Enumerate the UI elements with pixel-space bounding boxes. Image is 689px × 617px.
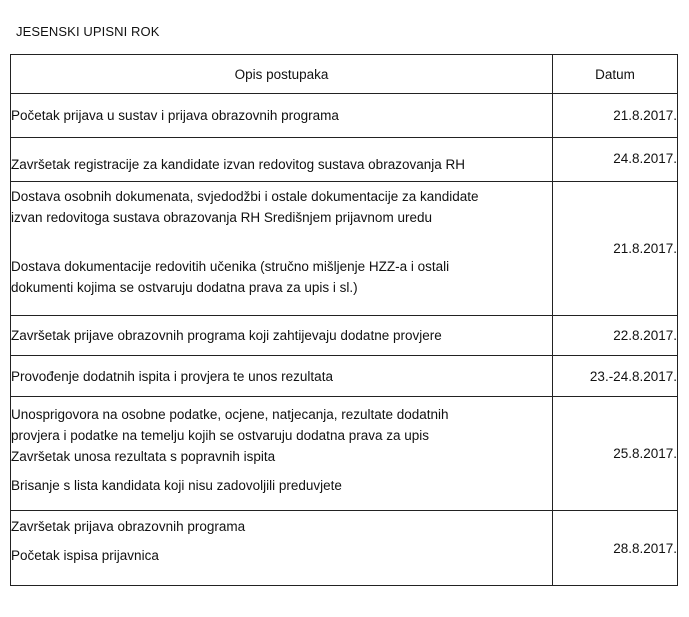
description-line: dokumenti kojima se ostvaruju dodatna prava za upis i sl.) bbox=[11, 280, 358, 295]
description-line: Završetak prijava obrazovnih programa bbox=[11, 519, 246, 534]
row-description bbox=[11, 316, 553, 356]
row-date: 21.8.2017. bbox=[553, 182, 678, 316]
table-row bbox=[11, 182, 678, 316]
description-line: Brisanje s lista kandidata koji nisu zadovoljili preduvjete bbox=[11, 478, 342, 493]
row-description bbox=[11, 138, 553, 182]
row-date: 28.8.2017. bbox=[553, 511, 678, 586]
table-header-row bbox=[11, 55, 678, 94]
description-line: izvan redovitoga sustava obrazovanja RH Središnjem prijavnom uredu bbox=[11, 210, 432, 225]
page-heading: JESENSKI UPISNI ROK bbox=[16, 24, 160, 39]
row-date: 25.8.2017. bbox=[553, 397, 678, 511]
description-line: Završetak prijave obrazovnih programa koji zahtijevaju dodatne provjere bbox=[11, 328, 442, 343]
row-description bbox=[11, 94, 553, 138]
row-description bbox=[11, 182, 553, 316]
row-date: 21.8.2017. bbox=[553, 94, 678, 138]
description-line: Početak ispisa prijavnica bbox=[11, 548, 159, 563]
table-row bbox=[11, 397, 678, 511]
table-row bbox=[11, 316, 678, 356]
column-header-date: Datum bbox=[553, 55, 678, 94]
row-description bbox=[11, 356, 553, 397]
description-line: Unosprigovora na osobne podatke, ocjene, natjecanja, rezultate dodatnih bbox=[11, 407, 449, 422]
table-row bbox=[11, 138, 678, 182]
description-line: Provođenje dodatnih ispita i provjera te unos rezultata bbox=[11, 368, 333, 384]
description-line: Početak prijava u sustav i prijava obrazovnih programa bbox=[11, 108, 339, 123]
description-line: provjera i podatke na temelju kojih se ostvaruju dodatna prava za upis bbox=[11, 428, 429, 443]
row-date: 23.-24.8.2017. bbox=[553, 356, 678, 397]
table-row bbox=[11, 511, 678, 586]
row-date: 22.8.2017. bbox=[553, 316, 678, 356]
row-description bbox=[11, 511, 553, 586]
table-row bbox=[11, 94, 678, 138]
enrollment-schedule-table bbox=[10, 54, 678, 586]
column-header-description: Opis postupaka bbox=[11, 55, 553, 94]
description-line: Dostava dokumentacije redovitih učenika (stručno mišljenje HZZ-a i ostali bbox=[11, 259, 450, 274]
description-line: Završetak unosa rezultata s popravnih ispita bbox=[11, 449, 276, 464]
row-description bbox=[11, 397, 553, 511]
table-row bbox=[11, 356, 678, 397]
paragraph-gap bbox=[11, 537, 552, 545]
row-date: 24.8.2017. bbox=[553, 138, 678, 182]
description-line: Dostava osobnih dokumenata, svjedodžbi i ostale dokumentacije za kandidate bbox=[11, 189, 479, 204]
description-line: Završetak registracije za kandidate izvan redovitog sustava obrazovanja RH bbox=[11, 157, 465, 172]
paragraph-gap bbox=[11, 467, 552, 475]
paragraph-gap bbox=[11, 228, 552, 256]
